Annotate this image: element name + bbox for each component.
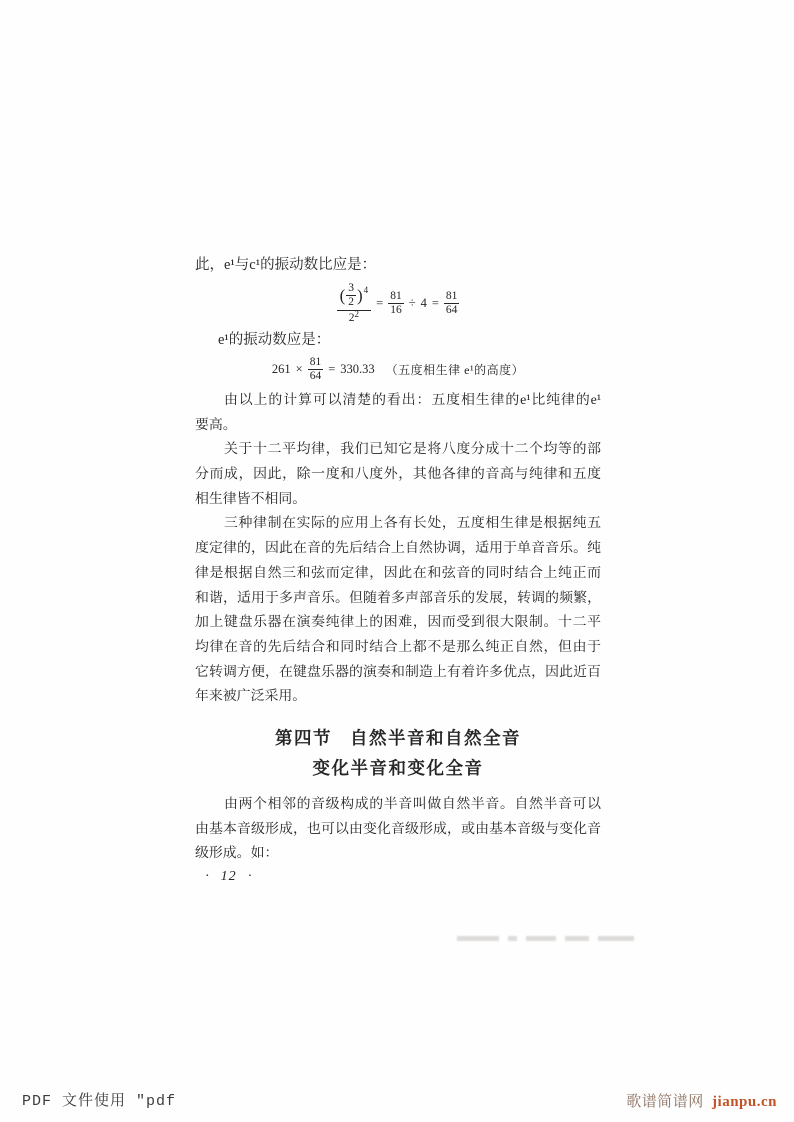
section-heading [195, 723, 601, 783]
site-domain: jianpu.cn [712, 1094, 777, 1110]
text-line: 由两个相邻的音级构成的半音叫做自然半音。自然半音可以 [224, 796, 601, 812]
bleed-smudge [508, 936, 517, 941]
exponent: 4 [363, 285, 369, 295]
divide-sign: ÷ [408, 295, 416, 310]
vibration-line: e¹的振动数应是： [218, 332, 331, 348]
text-line: 度定律的，因此在音的先后结合上自然协调，适用于单音音乐。纯 [195, 541, 601, 557]
bleed-smudge [598, 936, 634, 941]
exponent: 2 [354, 309, 359, 320]
text-line: 三种律制在实际的应用上各有长处，五度相生律是根据纯五 [224, 516, 601, 532]
page-number-dot: · [247, 869, 253, 884]
times-sign: × [295, 361, 303, 376]
fraction-numerator: 81 [445, 289, 458, 302]
site-name: 歌谱简谱网 [626, 1094, 704, 1110]
open-paren: ( [339, 285, 346, 305]
complex-fraction-denominator [349, 311, 359, 324]
base: 2 [348, 312, 355, 325]
text-line: 分而成，因此，除一度和八度外，其他各律的音高与纯律和五度 [195, 467, 601, 483]
text-line: 律是根据自然三和弦而定律，因此在和弦音的同时结合上纯正而 [195, 565, 601, 581]
text-line: 由以上的计算可以清楚的看出：五度相生律的e¹比纯律的e¹ [224, 393, 601, 408]
text-column [195, 253, 601, 885]
frequency-formula [195, 356, 601, 382]
fraction-numerator: 3 [348, 281, 354, 294]
watermark-right [626, 1090, 777, 1111]
page-number-dot: · [205, 869, 210, 884]
equals-sign: = [328, 361, 336, 376]
section-heading-line1 [195, 723, 601, 753]
text-line: 关于十二平均律，我们已知它是将八度分成十二个均等的部 [224, 442, 601, 458]
fraction-numerator: 81 [390, 289, 402, 302]
equals-sign: = [376, 295, 384, 310]
fraction-denominator: 2 [348, 295, 354, 308]
fraction-numerator: 81 [309, 355, 322, 368]
page-number-value: 12 [220, 869, 237, 884]
fraction-denominator: 64 [445, 303, 458, 316]
paragraph [195, 793, 601, 867]
fraction [346, 282, 356, 308]
text-line: 相生律皆不相同。 [195, 491, 307, 507]
page-number [195, 869, 601, 885]
section-number: 第四节 [275, 727, 332, 748]
bleed-smudge [457, 936, 499, 941]
fraction [388, 290, 404, 316]
section-title-line2: 变化半音和变化全音 [312, 757, 484, 778]
text-line: 均律在音的先后结合和同时结合上都不是那么纯正自然，但由于 [195, 639, 601, 655]
text-line: 加上键盘乐器在演奏纯律上的困难，因而受到很大限制。十二平 [195, 615, 601, 631]
complex-fraction-numerator [337, 282, 372, 311]
text-line: 要高。 [195, 417, 237, 433]
paragraph [195, 438, 601, 512]
bleed-smudge [526, 936, 556, 941]
text-line: 年来被广泛采用。 [195, 689, 307, 705]
fraction-denominator: 64 [309, 369, 322, 382]
bleed-through-artifact [457, 936, 634, 941]
paragraph [195, 512, 601, 710]
fraction [444, 290, 460, 316]
fraction-denominator: 16 [390, 303, 402, 316]
fraction [308, 356, 324, 382]
watermark-left: PDF 文件使用 ″pdf [22, 1093, 177, 1110]
text-line: 和谐，适用于多声音乐。但随着多声部音乐的发展，转调的频繁， [195, 590, 601, 606]
text-line: 由基本音级形成，也可以由变化音级形成，或由基本音级与变化音 [195, 821, 601, 837]
paragraph [195, 389, 601, 438]
continuation-line: 此，e¹与c¹的振动数比应是： [195, 257, 377, 273]
ratio-formula [195, 281, 601, 325]
multiplicand: 261 [271, 361, 291, 376]
equals-sign: = [431, 295, 439, 310]
result-value: 330.33 [340, 361, 375, 376]
divisor: 4 [420, 295, 427, 310]
close-paren: ) [357, 285, 363, 305]
section-heading-line2 [195, 753, 601, 783]
text-line: 级形成。如： [195, 846, 279, 862]
text-line: 它转调方便，在键盘乐器的演奏和制造上有着许多优点，因此近百 [195, 664, 601, 680]
complex-fraction [337, 282, 372, 324]
bleed-smudge [565, 936, 589, 941]
section-title-line1: 自然半音和自然全音 [350, 727, 521, 748]
formula-annotation: （五度相生律 e¹的高度） [385, 362, 525, 377]
